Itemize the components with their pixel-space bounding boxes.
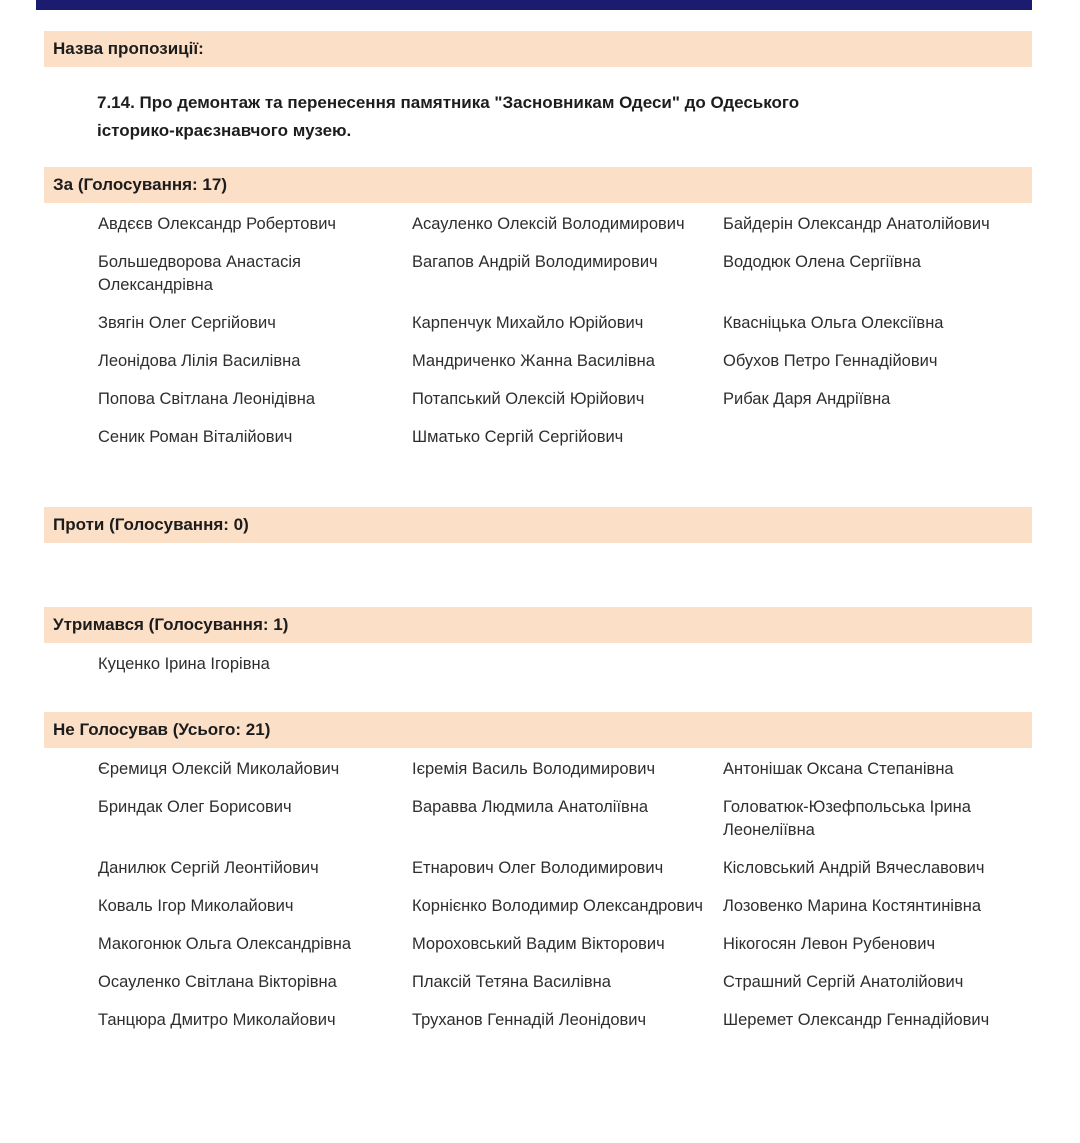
voter-name: Мороховський Вадим Вікторович: [412, 935, 665, 953]
voter-name: Ієремія Василь Володимирович: [412, 760, 656, 778]
voter-list: [36, 643, 1032, 676]
section-header-bar: [44, 507, 1032, 543]
voter-name: Бриндак Олег Борисович: [98, 798, 292, 816]
section-title: За (Голосування: 17): [53, 175, 227, 194]
voter-name: Попова Світлана Леонідівна: [98, 390, 316, 408]
section-title: Проти (Голосування: 0): [53, 515, 249, 534]
voter-name: Данилюк Сергій Леонтійович: [98, 859, 319, 877]
voter-name: Байдерін Олександр Анатолійович: [723, 215, 990, 233]
proposal-header-label: Назва пропозиції:: [53, 39, 204, 58]
section-header-bar: [44, 167, 1032, 203]
section-header-bar: [44, 607, 1032, 643]
voter-name: Осауленко Світлана Вікторівна: [98, 973, 337, 991]
section-abstained: [36, 607, 1032, 676]
voter-name: Лозовенко Марина Костянтинівна: [723, 897, 982, 915]
voter-name: Макогонюк Ольга Олександрівна: [98, 935, 352, 953]
voter-name: Варавва Людмила Анатоліївна: [412, 798, 649, 816]
voter-name: Большедворова Анастасія Олександрівна: [98, 253, 301, 294]
voter-name: Шматько Сергій Сергійович: [412, 428, 624, 446]
proposal-header-bar: [44, 31, 1032, 67]
section-not-voted: [36, 712, 1032, 1032]
section-for: [36, 167, 1032, 449]
voter-name: Карпенчук Михайло Юрійович: [412, 314, 644, 332]
voter-name: Шеремет Олександр Геннадійович: [723, 1011, 990, 1029]
section-title: Утримався (Голосування: 1): [53, 615, 289, 634]
voter-name: Звягін Олег Сергійович: [98, 314, 276, 332]
proposal-text: 7.14. Про демонтаж та перенесення памятника "Засновникам Одеси" до Одеського історико-краєзнавчого музею.: [97, 93, 800, 140]
section-title: Не Голосував (Усього: 21): [53, 720, 271, 739]
voter-name: Труханов Геннадій Леонідович: [412, 1011, 647, 1029]
voter-name: Куценко Ірина Ігорівна: [98, 655, 270, 673]
voter-name: Корнієнко Володимир Олександрович: [412, 897, 704, 915]
section-against: [36, 507, 1032, 543]
voter-name: Плаксій Тетяна Василівна: [412, 973, 611, 991]
voter-name: Етнарович Олег Володимирович: [412, 859, 664, 877]
voter-list: [36, 203, 1032, 449]
voter-name: Танцюра Дмитро Миколайович: [98, 1011, 336, 1029]
voter-name: Квасніцька Ольга Олексіївна: [723, 314, 944, 332]
voter-name: Кісловський Андрій Вячеславович: [723, 859, 985, 877]
top-accent-bar: [36, 0, 1032, 10]
voter-name: Леонідова Лілія Василівна: [98, 352, 301, 370]
voter-name: Потапський Олексій Юрійович: [412, 390, 645, 408]
voter-name: Антонішак Оксана Степанівна: [723, 760, 954, 778]
voter-name: Обухов Петро Геннадійович: [723, 352, 938, 370]
voter-name: Головатюк-Юзефпольська Ірина Леонеліївна: [723, 798, 971, 839]
vote-results-document: [36, 31, 1032, 1032]
voter-name: Єремиця Олексій Миколайович: [98, 760, 340, 778]
voter-name: Вододюк Олена Сергіївна: [723, 253, 921, 271]
voter-name: Рибак Даря Андріївна: [723, 390, 891, 408]
voter-name: Асауленко Олексій Володимирович: [412, 215, 685, 233]
voter-name: Сеник Роман Віталійович: [98, 428, 293, 446]
voter-list: [36, 748, 1032, 1032]
voter-name: Авдєєв Олександр Робертович: [98, 215, 337, 233]
voter-name: Нікогосян Левон Рубенович: [723, 935, 936, 953]
voter-name: Мандриченко Жанна Василівна: [412, 352, 655, 370]
voter-name: Страшний Сергій Анатолійович: [723, 973, 964, 991]
voter-name: Коваль Ігор Миколайович: [98, 897, 294, 915]
vote-sections: [36, 167, 1032, 1032]
voter-name: Вагапов Андрій Володимирович: [412, 253, 658, 271]
section-header-bar: [44, 712, 1032, 748]
